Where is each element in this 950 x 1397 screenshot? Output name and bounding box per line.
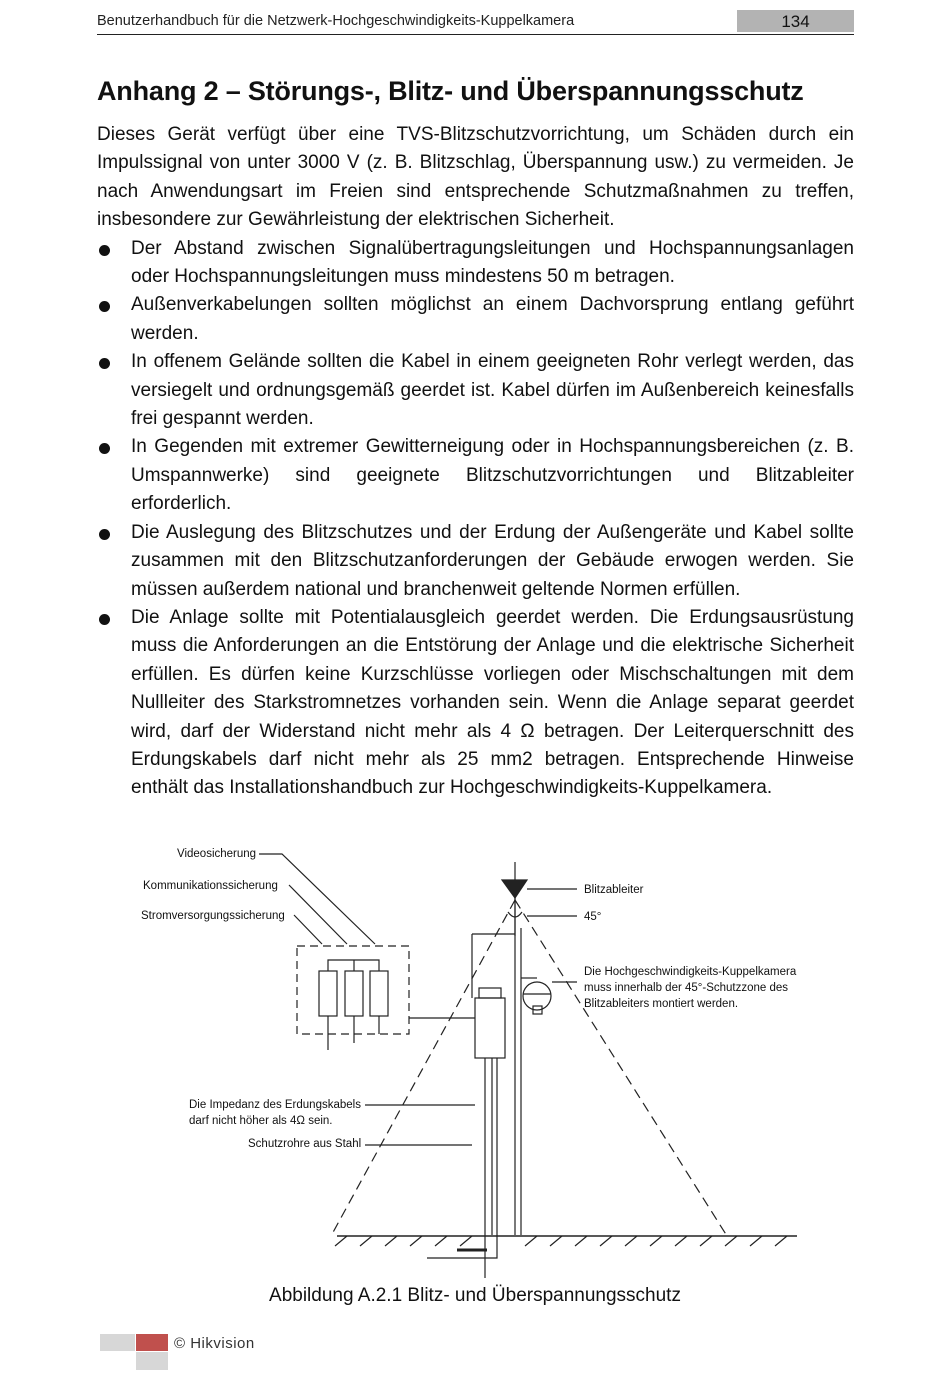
bullet-item: Der Abstand zwischen Signalübertragungsleitungen und Hochspannungsanlagen oder Hochspannungsleitungen muss mindestens 50 m betragen. (97, 235, 854, 292)
section-heading: Anhang 2 – Störungs-, Blitz- und Überspannungsschutz (97, 76, 804, 106)
footer-decor-box (100, 1334, 135, 1351)
video-fuse (319, 971, 337, 1016)
footer-decor-box (136, 1352, 168, 1370)
comm-fuse (345, 971, 363, 1016)
power-fuse (370, 971, 388, 1016)
fuse-box (297, 946, 409, 1034)
bullet-item: Außenverkabelungen sollten möglichst an einem Dachvorsprung entlang geführt werden. (97, 291, 854, 348)
intro-paragraph: Dieses Gerät verfügt über eine TVS-Blitzschutzvorrichtung, um Schäden durch ein Impulssignal von unter 3000 V (z. B. Blitzschlag, Überspannung usw.) zu vermeiden. Je nach Anwendungsart im Freien sind entsprechende Schutzmaßnahmen zu treffen, insbesondere zur Gewährleistung der elektrischen Sicherheit. (97, 124, 854, 231)
label-angle: 45° (584, 911, 602, 923)
lightning-rod (502, 880, 527, 898)
page-header (97, 10, 854, 35)
label-lightning-rod: Blitzableiter (584, 884, 644, 896)
footer-copyright: © Hikvision (174, 1335, 255, 1352)
label-steel-pipes: Schutzrohre aus Stahl (248, 1138, 362, 1150)
bullet-item: In offenem Gelände sollten die Kabel in einem geeigneten Rohr verlegt werden, das versiegelt und ordnungsgemäß geerdet ist. Kabel dürfen im Außenbereich keinesfalls frei gespannt werden. (97, 348, 854, 433)
footer-accent-box (136, 1334, 168, 1351)
bullet-item: In Gegenden mit extremer Gewitterneigung oder in Hochspannungsbereichen (z. B. Umspannwerke) sind geeignete Blitzschutzvorrichtungen und Blitzableiter erforderlich. (97, 433, 854, 518)
label-camera-line2: muss innerhalb der 45°-Schutzzone des (584, 982, 789, 994)
label-camera-line1: Die Hochgeschwindigkeits-Kuppelkamera (584, 966, 797, 978)
label-power-fuse: Stromversorgungssicherung (141, 910, 285, 922)
label-impedance-line1: Die Impedanz des Erdungskabels (189, 1099, 361, 1111)
protection-zone-left (331, 900, 515, 1236)
header-title: Benutzerhandbuch für die Netzwerk-Hochgeschwindigkeits-Kuppelkamera (97, 13, 575, 29)
bullet-list (97, 235, 854, 803)
bullet-item: Die Auslegung des Blitzschutzes und der Erdung der Außengeräte und Kabel sollte zusammen mit den Blitzschutzanforderungen der Gebäude erwogen werden. Sie müssen außerdem national und branchenweit geltende Normen erfüllen. (97, 519, 854, 604)
equipment-enclosure (475, 998, 505, 1058)
label-video-fuse: Videosicherung (177, 848, 257, 860)
figure-caption: Abbildung A.2.1 Blitz- und Überspannungsschutz (269, 1285, 681, 1306)
body-content (97, 121, 854, 803)
page-number: 134 (737, 10, 854, 32)
label-comm-fuse: Kommunikationssicherung (143, 880, 278, 892)
label-camera-line3: Blitzableiters montiert werden. (584, 998, 739, 1010)
protection-zone-right (515, 900, 727, 1236)
bullet-item: Die Anlage sollte mit Potentialausgleich geerdet werden. Die Erdungsausrüstung muss die Anforderungen an die Entstörung der Anlage und die elektrische Sicherheit erfüllen. Es dürfen keine Kurzschlüsse vorliegen oder Mischschaltungen mit dem Nullleiter des Starkstromnetzes vorhanden sein. Wenn die Anlage separat geerdet wird, darf der Widerstand nicht mehr als 4 Ω betragen. Der Leiterquerschnitt des Erdungskabels darf nicht mehr als 25 mm2 betragen. Entsprechende Hinweise enthält das Installationshandbuch zur Hochgeschwindigkeits-Kuppelkamera. (97, 604, 854, 803)
diagram-svg (97, 838, 854, 1278)
label-impedance-line2: darf nicht höher als 4Ω sein. (189, 1115, 333, 1127)
lightning-protection-diagram (97, 838, 854, 1278)
